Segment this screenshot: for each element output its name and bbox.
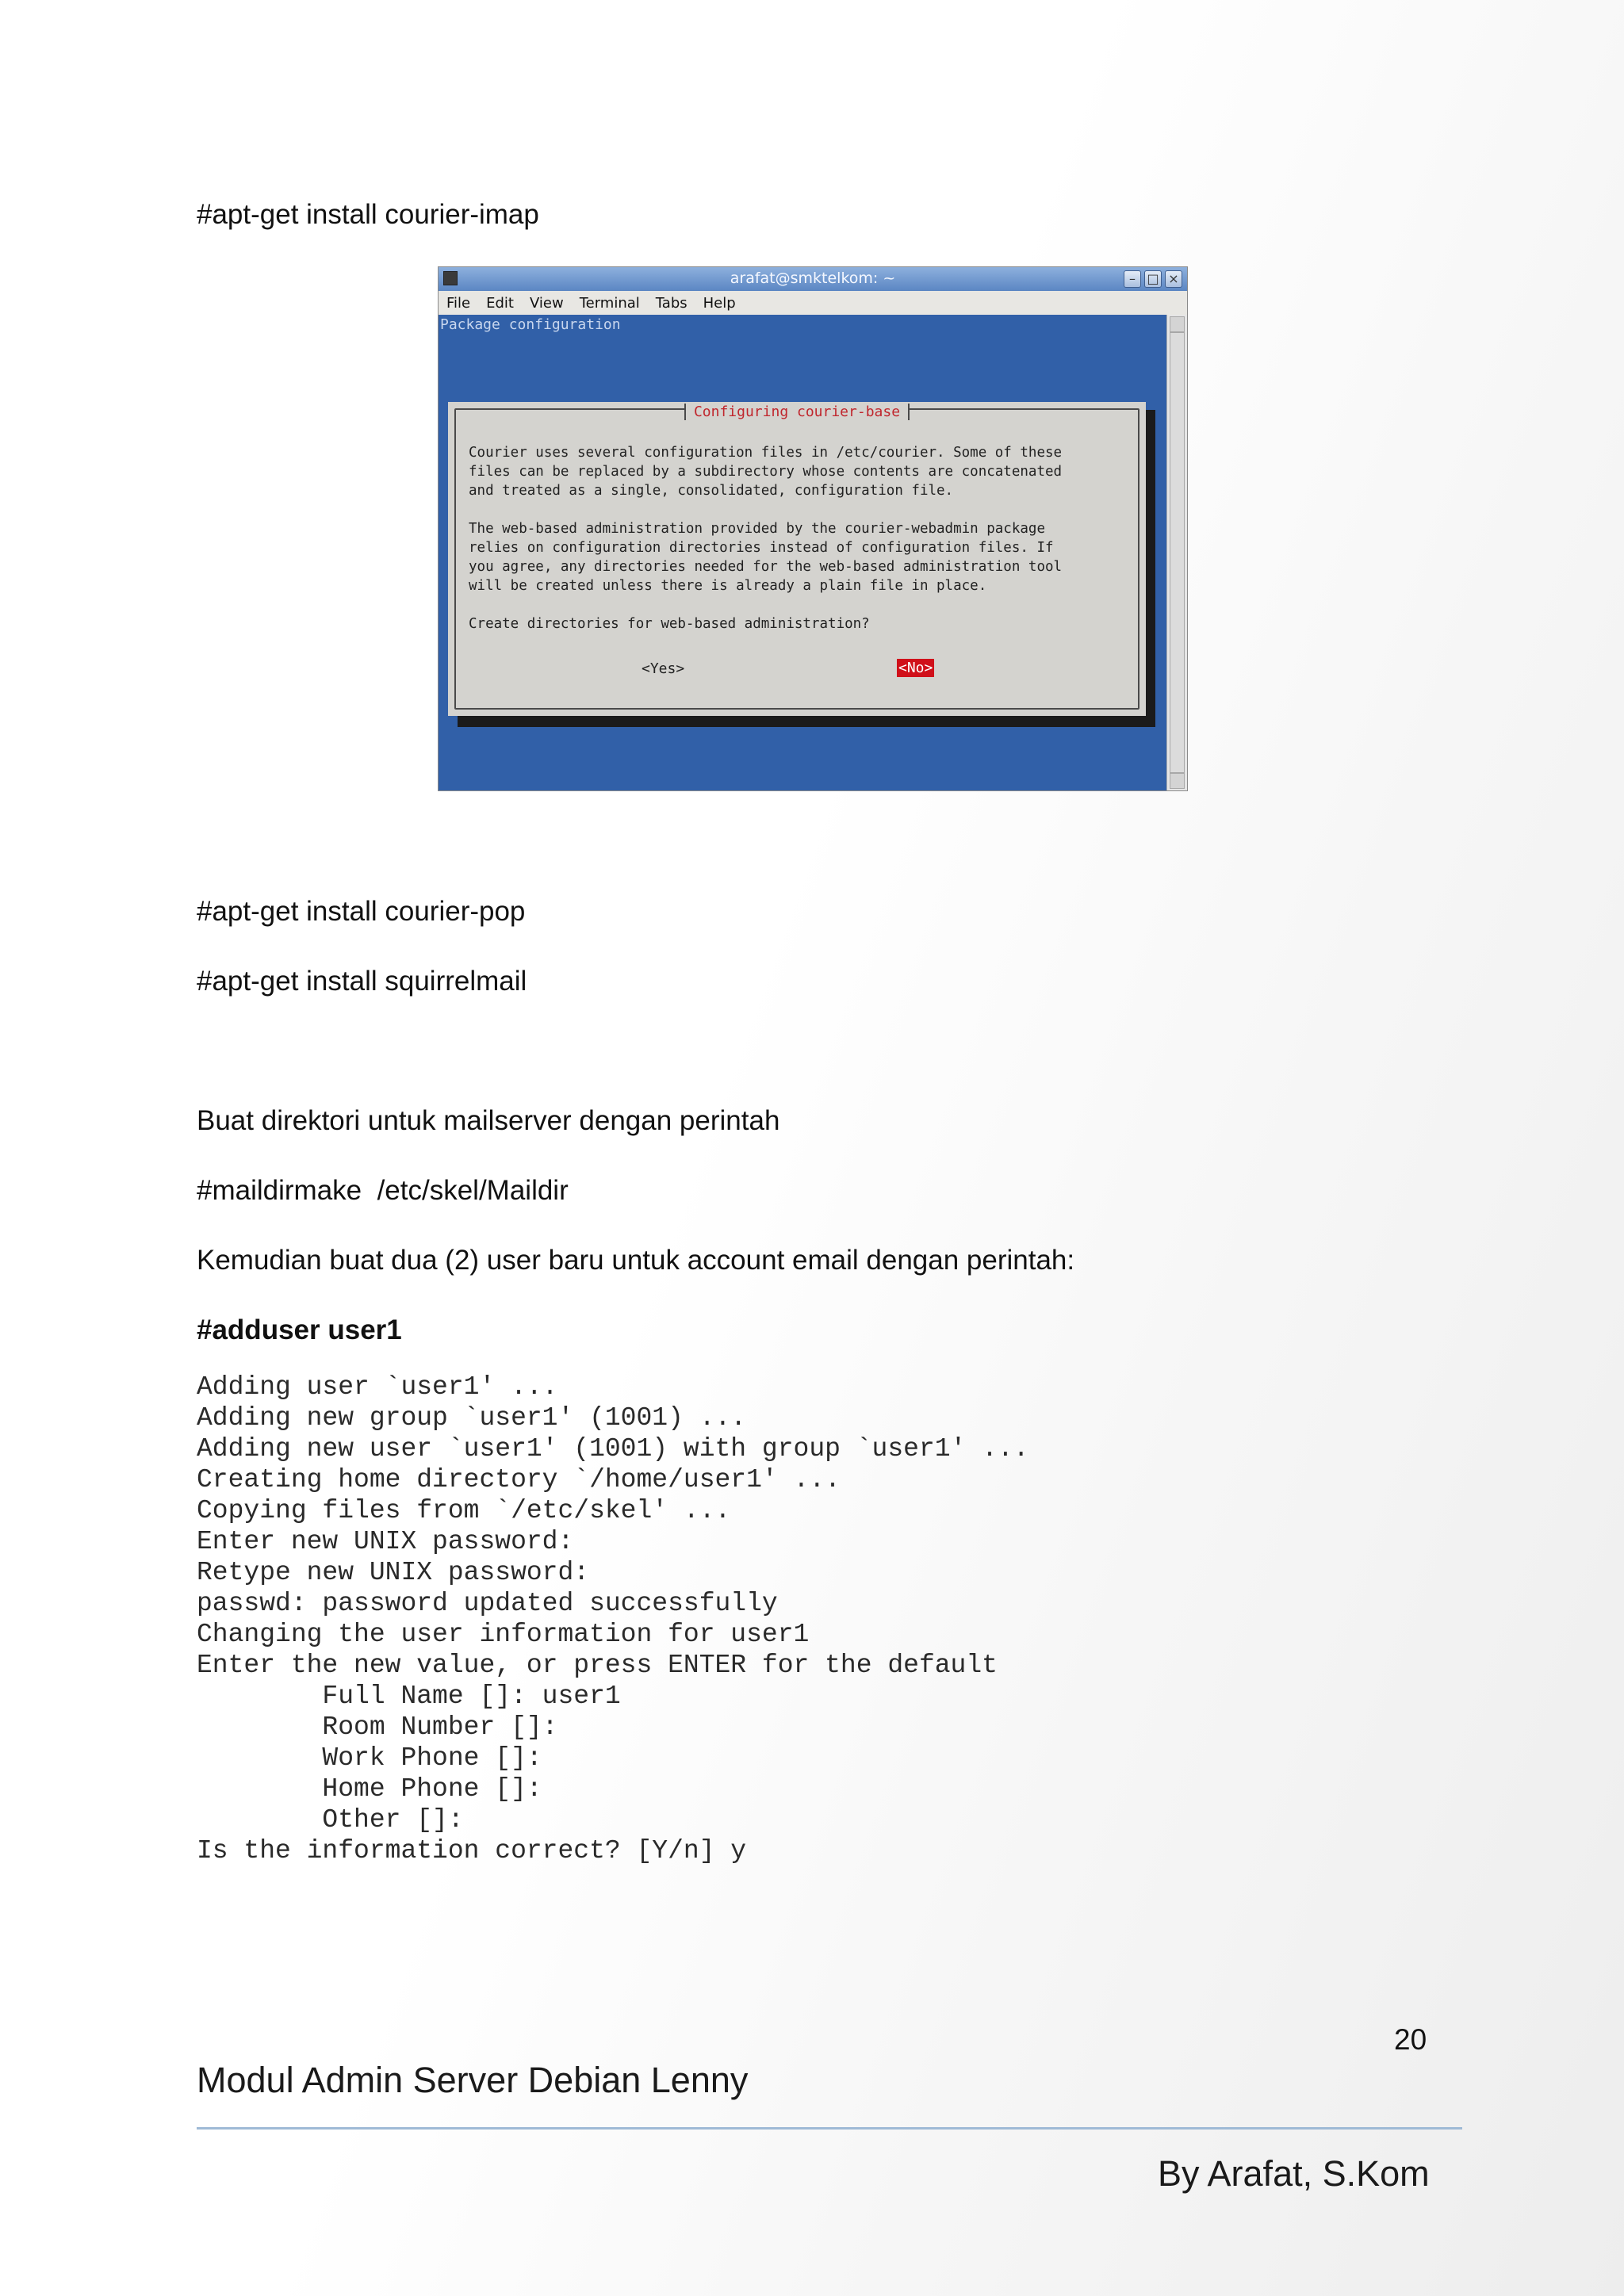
config-dialog (448, 402, 1146, 716)
cmd-install-squirrelmail: #apt-get install squirrelmail (197, 966, 527, 997)
dialog-title: Configuring courier-base (684, 404, 910, 420)
adduser-output: Adding user `user1' ... Adding new group `user1' (1001) ... Adding new user `user1' (1001) with group `user1' ... Creating home directory `/home/user1' ... Copying files from `/etc/skel' ... Enter new UNIX password: Retype new UNIX password: passwd: password updated successfully Changing the user information for user1 Enter the new value, or press ENTER for the default Full Name []: user1 Room Number []: Work Phone []: Home Phone []: Other []: Is the information correct? [Y/n] y (197, 1372, 1029, 1866)
yes-button[interactable]: <Yes> (642, 660, 685, 677)
scroll-up-icon[interactable] (1170, 316, 1185, 332)
terminal-titlebar (439, 267, 1187, 291)
close-icon[interactable]: × (1165, 270, 1182, 288)
dialog-frame (454, 404, 1139, 710)
minimize-icon[interactable]: – (1124, 270, 1141, 288)
page-number: 20 (1394, 2023, 1427, 2056)
menu-view[interactable]: View (529, 294, 564, 312)
footer-rule (197, 2127, 1462, 2130)
maildir-command: #maildirmake /etc/skel/Maildir (197, 1175, 569, 1206)
terminal-scrollbar[interactable] (1166, 315, 1187, 790)
menu-file[interactable]: File (446, 294, 471, 312)
cmd-install-pop: #apt-get install courier-pop (197, 896, 526, 927)
menu-help[interactable]: Help (703, 294, 736, 312)
terminal-menubar (439, 291, 1187, 315)
window-controls (1124, 270, 1182, 288)
menu-edit[interactable]: Edit (486, 294, 514, 312)
scroll-down-icon[interactable] (1170, 773, 1185, 789)
footer-title: Modul Admin Server Debian Lenny (197, 2060, 749, 2100)
terminal-title: arafat@smktelkom: ~ (730, 270, 896, 287)
scroll-thumb[interactable] (1170, 332, 1185, 773)
terminal-screen (439, 315, 1166, 790)
dialog-text: Courier uses several configuration files in /etc/courier. Some of these files can be replaced by a subdirectory whose contents are concatenated and treated as a single, consolidated, configuration file. The web-based administration provided by the courier-webadmin package relies on configuration directories instead of configuration files. If you agree, any directories needed for the web-based administration tool will be created unless there is already a plain file in place. Create directories for web-based administration? (469, 445, 1063, 632)
menu-terminal[interactable]: Terminal (579, 294, 640, 312)
cmd-install-imap: #apt-get install courier-imap (197, 199, 539, 230)
user-intro: Kemudian buat dua (2) user baru untuk account email dengan perintah: (197, 1245, 1075, 1276)
adduser-command: #adduser user1 (197, 1314, 402, 1345)
terminal-screenshot (438, 266, 1188, 791)
package-config-header: Package configuration (440, 316, 621, 333)
no-button[interactable]: <No> (898, 660, 933, 676)
menu-tabs[interactable]: Tabs (655, 294, 688, 312)
maximize-icon[interactable]: □ (1144, 270, 1162, 288)
maildir-intro: Buat direktori untuk mailserver dengan perintah (197, 1105, 780, 1136)
dialog-title-bar (456, 404, 1138, 425)
footer-author: By Arafat, S.Kom (1158, 2153, 1430, 2194)
